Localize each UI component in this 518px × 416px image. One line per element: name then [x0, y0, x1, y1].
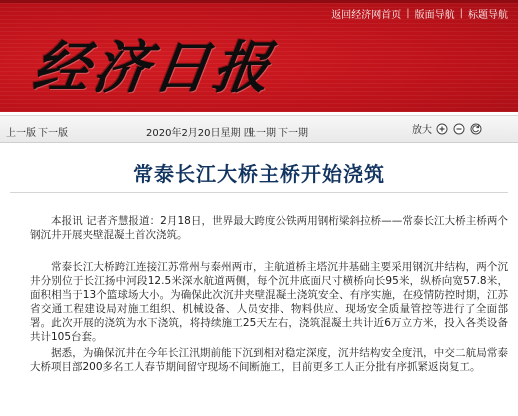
zoom-in-icon[interactable] [435, 122, 449, 136]
article-paragraph: 本报讯 记者齐慧报道：2月18日，世界最大跨度公铁两用钢桁梁斜拉桥——常泰长江大桥主桥两个钢沉井开展夹壁混凝土首次浇筑。 [30, 215, 508, 241]
article-paragraph: 常泰长江大桥跨江连接江苏常州与泰州两市，主航道桥主塔沉井基础主要采用钢沉井结构，两个沉井分别位于长江扬中河段12.5米深水航道两侧，每个沉井底面尺寸横桥向长95米，纵桥向宽57.8米，面积相当于13个篮球场大小。为确保此次沉井夹壁混凝土浇筑安全、有序实施，在疫情防控时期，江苏省交通工程建设局对施工组织、机械设备、人员安排、物料供应、现场安全质量管控等进行了全面部署。此次开展的浇筑为水下浇筑，将持续施工25天左右，浇筑混凝土共计近6万立方米，投入各类设备共计105台套。 [30, 261, 508, 343]
article-paragraph: 据悉，为确保沉井在今年长江汛期前能下沉到相对稳定深度，沉井结构安全度汛，中交二航局常泰大桥项目部200多名工人春节期间留守现场不间断施工，目前更多工人正分批有序抓紧返岗复工。 [30, 347, 508, 373]
page-navbar [0, 115, 518, 143]
link-separator: | [459, 8, 463, 19]
section-nav-link[interactable]: 版面导航 [414, 10, 455, 21]
prev-issue-link[interactable]: 上一期 [246, 128, 276, 139]
next-issue-link[interactable]: 下一期 [278, 128, 308, 139]
issue-date: 2020年2月20日星期 四 [146, 128, 254, 139]
home-link[interactable]: 返回经济网首页 [331, 10, 402, 21]
article-title: 常泰长江大桥主桥开始浇筑 [133, 162, 385, 186]
prev-page-link[interactable]: 上一版 [6, 128, 36, 139]
title-nav-link[interactable]: 标题导航 [468, 10, 508, 21]
reset-icon[interactable] [469, 122, 483, 136]
zoom-out-icon[interactable] [452, 122, 466, 136]
link-separator: | [406, 8, 410, 19]
banner-top-stripe [0, 0, 518, 3]
masthead-logo: 经济日报 [28, 35, 279, 101]
zoom-label: 放大 [412, 125, 432, 136]
zoom-controls [412, 121, 486, 136]
top-links [331, 6, 508, 21]
title-divider [10, 192, 508, 193]
masthead-banner [0, 0, 518, 112]
next-page-link[interactable]: 下一版 [38, 128, 68, 139]
